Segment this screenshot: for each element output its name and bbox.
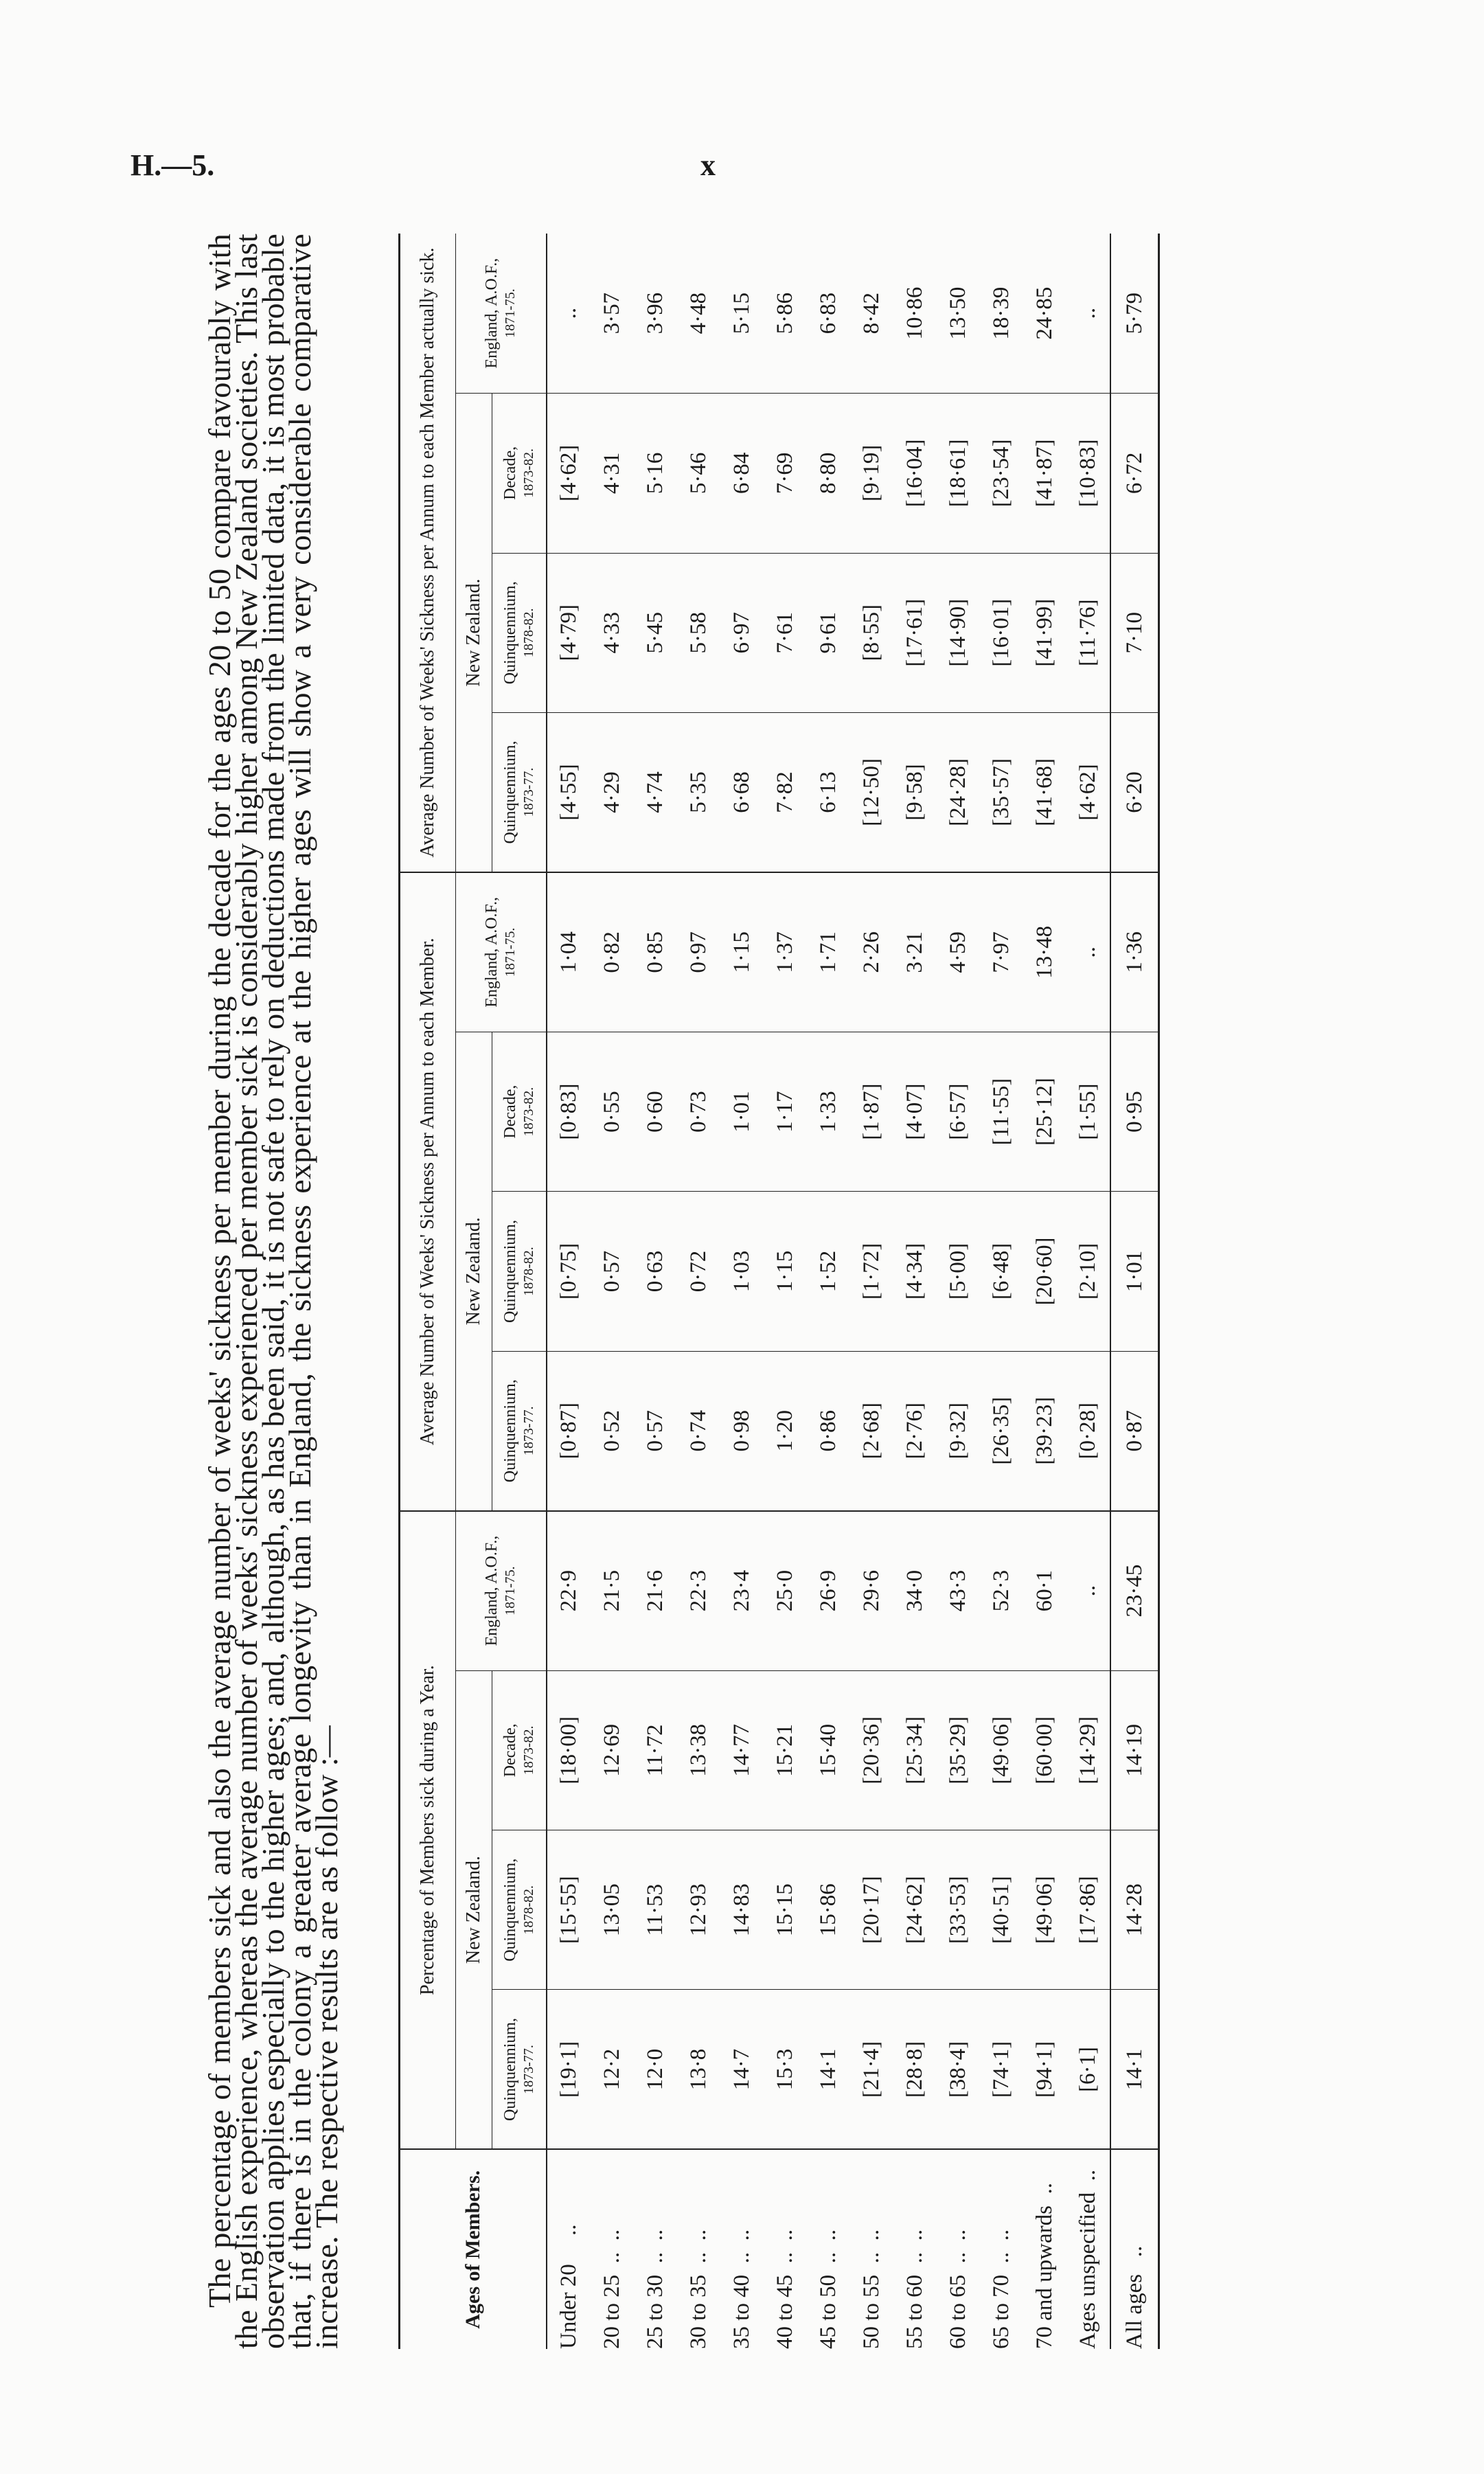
table-cell: 1·37 — [764, 872, 807, 1032]
table-cell: [0·83] — [547, 1032, 591, 1191]
page-header-series: H.—5. — [130, 148, 215, 182]
col-header-quinq-1878: Quinquennium, 1878-82. — [492, 553, 547, 712]
table-cell: 15·86 — [807, 1830, 850, 1990]
age-label: 30 to 35 .. .. — [686, 2229, 711, 2349]
table-cell: 6·13 — [807, 713, 850, 872]
group-header-percentage: Percentage of Members sick during a Year. — [400, 1511, 456, 2150]
intro-paragraph — [202, 234, 344, 2349]
age-label: 55 to 60 .. .. — [902, 2229, 927, 2349]
age-label: 60 to 65 .. .. — [946, 2229, 970, 2349]
table-cell: [16·04] — [893, 394, 937, 553]
intro-text: The percentage of members sick and also the average number of weeks' sickness per member during the decade for the ages 20 to 50 compare favourably with the English experience, whereas the average number of weeks' sickness experienced per member sick is considerably higher among New Zealand societies. This last observation applies especially to the higher ages; and, although, as has been said, it is not safe to rely on deductions made from the limited data, it is most probable that, if there is in the colony a greater average longevity than in England, the sickness experience at the higher ages will show a very considerable comparative increase. The respective results are as follow :— — [202, 234, 344, 2349]
table-cell: [5·00] — [937, 1192, 980, 1351]
col-header-decade: Decade, 1873-82. — [492, 1032, 547, 1191]
table-cell: [17·61] — [893, 553, 937, 712]
table-cell: [24·62] — [893, 1830, 937, 1990]
table-cell: 5·46 — [677, 394, 720, 553]
table-cell: 0·87 — [1110, 1351, 1159, 1510]
table-cell: 0·73 — [677, 1032, 720, 1191]
table-cell: 1·17 — [764, 1032, 807, 1191]
table-cell: 13·8 — [677, 1990, 720, 2149]
table-cell: [33·53] — [937, 1830, 980, 1990]
table-row — [807, 234, 850, 2349]
table-cell: [1·87] — [850, 1032, 893, 1191]
table-row — [980, 234, 1023, 2349]
table-cell: 8·42 — [850, 234, 893, 394]
table-cell: 11·72 — [634, 1670, 677, 1830]
table-cell: 0·60 — [634, 1032, 677, 1191]
table-cell: 15·15 — [764, 1830, 807, 1990]
table-cell: 18·39 — [980, 234, 1023, 394]
col-header-england: England, A.O.F., 1871-75. — [456, 1511, 547, 1670]
table-cell: [4·55] — [547, 713, 591, 872]
table-cell: [14·90] — [937, 553, 980, 712]
table-cell: 0·57 — [591, 1192, 634, 1351]
table-cell: 1·52 — [807, 1192, 850, 1351]
table-cell: [12·50] — [850, 713, 893, 872]
age-label: 70 and upwards .. — [1032, 2183, 1057, 2349]
table-cell: [1·72] — [850, 1192, 893, 1351]
table-cell: .. — [1066, 1511, 1110, 1670]
table-cell: 0·55 — [591, 1032, 634, 1191]
table-cell: 14·7 — [720, 1990, 764, 2149]
table-cell: 0·95 — [1110, 1032, 1159, 1191]
table-cell: 1·36 — [1110, 872, 1159, 1032]
age-label: 20 to 25 .. .. — [600, 2229, 624, 2349]
table-row — [893, 234, 937, 2349]
table-cell: [0·28] — [1066, 1351, 1110, 1510]
table-cell: .. — [1066, 234, 1110, 394]
table-cell: 1·71 — [807, 872, 850, 1032]
table-cell: 4·31 — [591, 394, 634, 553]
table-cell: [4·07] — [893, 1032, 937, 1191]
col-header-decade: Decade, 1873-82. — [492, 1670, 547, 1830]
table-cell: 7·61 — [764, 553, 807, 712]
table-cell: 5·16 — [634, 394, 677, 553]
table-cell: 1·33 — [807, 1032, 850, 1191]
table-cell: 1·04 — [547, 872, 591, 1032]
table-cell: 3·57 — [591, 234, 634, 394]
age-label: 40 to 45 .. .. — [773, 2229, 797, 2349]
table-cell: [39·23] — [1023, 1351, 1066, 1510]
table-cell: 22·3 — [677, 1511, 720, 1670]
table-cell: [10·83] — [1066, 394, 1110, 553]
table-cell: 24·85 — [1023, 234, 1066, 394]
table-cell: 6·72 — [1110, 394, 1159, 553]
sickness-table — [398, 234, 1160, 2349]
table-cell: 13·38 — [677, 1670, 720, 1830]
table-cell: [35·29] — [937, 1670, 980, 1830]
table-cell: [20·60] — [1023, 1192, 1066, 1351]
table-cell: 0·72 — [677, 1192, 720, 1351]
col-header-quinq-1878: Quinquennium, 1878-82. — [492, 1830, 547, 1990]
table-row — [764, 234, 807, 2349]
table-cell: 12·0 — [634, 1990, 677, 2149]
table-cell: 0·86 — [807, 1351, 850, 1510]
table-cell: 5·86 — [764, 234, 807, 394]
table-cell: 6·68 — [720, 713, 764, 872]
table-cell: 13·48 — [1023, 872, 1066, 1032]
table-cell: [21·4] — [850, 1990, 893, 2149]
table-cell: [16·01] — [980, 553, 1023, 712]
table-cell: 13·05 — [591, 1830, 634, 1990]
table-cell: [25·12] — [1023, 1032, 1066, 1191]
group-header-weeks-per-member: Average Number of Weeks' Sickness per Annum to each Member. — [400, 872, 456, 1511]
table-body — [547, 234, 1159, 2349]
table-cell: [20·17] — [850, 1830, 893, 1990]
table-cell: [0·87] — [547, 1351, 591, 1510]
col-header-england: England, A.O.F., 1871-75. — [456, 234, 547, 394]
table-cell: 52·3 — [980, 1511, 1023, 1670]
table-cell: [6·1] — [1066, 1990, 1110, 2149]
table-cell: 14·28 — [1110, 1830, 1159, 1990]
table-cell: 14·1 — [1110, 1990, 1159, 2149]
table-cell: 7·97 — [980, 872, 1023, 1032]
table-cell: [4·62] — [1066, 713, 1110, 872]
table-cell: 1·15 — [720, 872, 764, 1032]
table-cell: 8·80 — [807, 394, 850, 553]
table-cell: 1·15 — [764, 1192, 807, 1351]
table-cell: 5·45 — [634, 553, 677, 712]
table-row — [591, 234, 634, 2349]
table-cell: 0·74 — [677, 1351, 720, 1510]
table-cell: 1·03 — [720, 1192, 764, 1351]
table-cell: 6·97 — [720, 553, 764, 712]
table-cell: [26·35] — [980, 1351, 1023, 1510]
col-header-decade: Decade, 1873-82. — [492, 394, 547, 553]
table-cell: 5·79 — [1110, 234, 1159, 394]
table-cell: 43·3 — [937, 1511, 980, 1670]
table-cell: [19·1] — [547, 1990, 591, 2149]
age-header: Ages of Members. — [400, 2149, 547, 2349]
table-cell: [28·8] — [893, 1990, 937, 2149]
age-label: 65 to 70 .. .. — [989, 2229, 1014, 2349]
table-cell: [4·34] — [893, 1192, 937, 1351]
table-cell: 3·96 — [634, 234, 677, 394]
table-cell: 0·85 — [634, 872, 677, 1032]
age-label: 45 to 50 .. .. — [816, 2229, 841, 2349]
table-row — [634, 234, 677, 2349]
table-cell: [74·1] — [980, 1990, 1023, 2149]
table-cell: 29·6 — [850, 1511, 893, 1670]
table-cell: [94·1] — [1023, 1990, 1066, 2149]
table-cell: 7·82 — [764, 713, 807, 872]
table-row — [850, 234, 893, 2349]
table-cell: [40·51] — [980, 1830, 1023, 1990]
table-cell: [20·36] — [850, 1670, 893, 1830]
nz-subheader: New Zealand. — [456, 1032, 492, 1510]
table-cell: 7·69 — [764, 394, 807, 553]
table-cell: 60·1 — [1023, 1511, 1066, 1670]
group-header-weeks-per-sick: Average Number of Weeks' Sickness per Annum to each Member actually sick. — [400, 234, 456, 872]
table-row — [1023, 234, 1066, 2349]
table-cell: 21·5 — [591, 1511, 634, 1670]
table-cell: 14·83 — [720, 1830, 764, 1990]
col-header-quinq-1878: Quinquennium, 1878-82. — [492, 1192, 547, 1351]
table-row — [677, 234, 720, 2349]
rotated-content — [202, 185, 1277, 2349]
age-label: Under 20 .. — [556, 2224, 581, 2349]
table-cell: 6·83 — [807, 234, 850, 394]
table-cell: [18·61] — [937, 394, 980, 553]
table-cell: [41·99] — [1023, 553, 1066, 712]
col-header-england: England, A.O.F., 1871-75. — [456, 872, 547, 1032]
age-label: 50 to 55 .. .. — [859, 2229, 884, 2349]
table-cell: 21·6 — [634, 1511, 677, 1670]
table-cell: 23·4 — [720, 1511, 764, 1670]
age-label: 25 to 30 .. .. — [643, 2229, 667, 2349]
table-cell: [14·29] — [1066, 1670, 1110, 1830]
table-cell: 1·01 — [720, 1032, 764, 1191]
table-cell: 26·9 — [807, 1511, 850, 1670]
table-cell: [38·4] — [937, 1990, 980, 2149]
table-cell: [15·55] — [547, 1830, 591, 1990]
table-cell: 2·26 — [850, 872, 893, 1032]
table-cell: 14·19 — [1110, 1670, 1159, 1830]
table-cell: 4·33 — [591, 553, 634, 712]
table-cell: [41·87] — [1023, 394, 1066, 553]
table-cell: 0·82 — [591, 872, 634, 1032]
table-cell: 11·53 — [634, 1830, 677, 1990]
table-cell: 4·59 — [937, 872, 980, 1032]
col-header-quinq-1873: Quinquennium, 1873-77. — [492, 1351, 547, 1510]
table-cell: 1·01 — [1110, 1192, 1159, 1351]
table-cell: 12·93 — [677, 1830, 720, 1990]
table-cell: [4·62] — [547, 394, 591, 553]
table-cell: 25·0 — [764, 1511, 807, 1670]
table-cell: [6·48] — [980, 1192, 1023, 1351]
table-cell: [9·32] — [937, 1351, 980, 1510]
table-cell: 4·48 — [677, 234, 720, 394]
table-cell: 6·84 — [720, 394, 764, 553]
table-row — [547, 234, 591, 2349]
table-cell: 0·98 — [720, 1351, 764, 1510]
table-cell: 3·21 — [893, 872, 937, 1032]
nz-subheader: New Zealand. — [456, 1670, 492, 2149]
table-cell: [2·10] — [1066, 1192, 1110, 1351]
nz-subheader: New Zealand. — [456, 394, 492, 872]
table-cell: [11·76] — [1066, 553, 1110, 712]
table-cell: 5·15 — [720, 234, 764, 394]
table-cell: 15·40 — [807, 1670, 850, 1830]
age-label: 35 to 40 .. .. — [729, 2229, 754, 2349]
table-cell: [9·19] — [850, 394, 893, 553]
table-cell: [35·57] — [980, 713, 1023, 872]
table-cell: 14·1 — [807, 1990, 850, 2149]
table-cell: [60·00] — [1023, 1670, 1066, 1830]
table-cell: [2·76] — [893, 1351, 937, 1510]
table-cell: 0·63 — [634, 1192, 677, 1351]
age-label: All ages .. — [1110, 2149, 1159, 2349]
table-cell: [11·55] — [980, 1032, 1023, 1191]
table-cell: .. — [1066, 872, 1110, 1032]
table-cell: [41·68] — [1023, 713, 1066, 872]
table-cell: [25·34] — [893, 1670, 937, 1830]
table-row — [937, 234, 980, 2349]
table-cell: [23·54] — [980, 394, 1023, 553]
table-cell: [6·57] — [937, 1032, 980, 1191]
table-cell: [49·06] — [980, 1670, 1023, 1830]
table-cell: 15·3 — [764, 1990, 807, 2149]
table-cell: [1·55] — [1066, 1032, 1110, 1191]
table-cell: 5·35 — [677, 713, 720, 872]
table-row — [720, 234, 764, 2349]
table-cell: [18·00] — [547, 1670, 591, 1830]
table-cell: 6·20 — [1110, 713, 1159, 872]
table-cell: 12·69 — [591, 1670, 634, 1830]
table-cell: [17·86] — [1066, 1830, 1110, 1990]
col-header-quinq-1873: Quinquennium, 1873-77. — [492, 713, 547, 872]
table-row — [1066, 234, 1110, 2349]
table-cell: [4·79] — [547, 553, 591, 712]
table-cell: [2·68] — [850, 1351, 893, 1510]
table-cell: 7·10 — [1110, 553, 1159, 712]
table-cell: 23·45 — [1110, 1511, 1159, 1670]
table-cell: 12·2 — [591, 1990, 634, 2149]
table-cell: 34·0 — [893, 1511, 937, 1670]
total-row — [1110, 234, 1159, 2349]
table-cell: 9·61 — [807, 553, 850, 712]
col-header-quinq-1873: Quinquennium, 1873-77. — [492, 1990, 547, 2149]
table-cell: [8·55] — [850, 553, 893, 712]
table-cell: 0·57 — [634, 1351, 677, 1510]
table-cell: 13·50 — [937, 234, 980, 394]
table-cell: 4·74 — [634, 713, 677, 872]
table-cell: [9·58] — [893, 713, 937, 872]
table-cell: 1·20 — [764, 1351, 807, 1510]
table-cell: [24·28] — [937, 713, 980, 872]
table-cell: [49·06] — [1023, 1830, 1066, 1990]
table-cell: 0·97 — [677, 872, 720, 1032]
table-cell: 5·58 — [677, 553, 720, 712]
age-label: Ages unspecified .. — [1075, 2169, 1100, 2349]
table-cell: 22·9 — [547, 1511, 591, 1670]
table-cell: 14·77 — [720, 1670, 764, 1830]
table-cell: [0·75] — [547, 1192, 591, 1351]
table-cell: 4·29 — [591, 713, 634, 872]
table-cell: .. — [547, 234, 591, 394]
table-cell: 0·52 — [591, 1351, 634, 1510]
table-cell: 10·86 — [893, 234, 937, 394]
table-cell: 15·21 — [764, 1670, 807, 1830]
page-header-number: x — [700, 148, 716, 182]
